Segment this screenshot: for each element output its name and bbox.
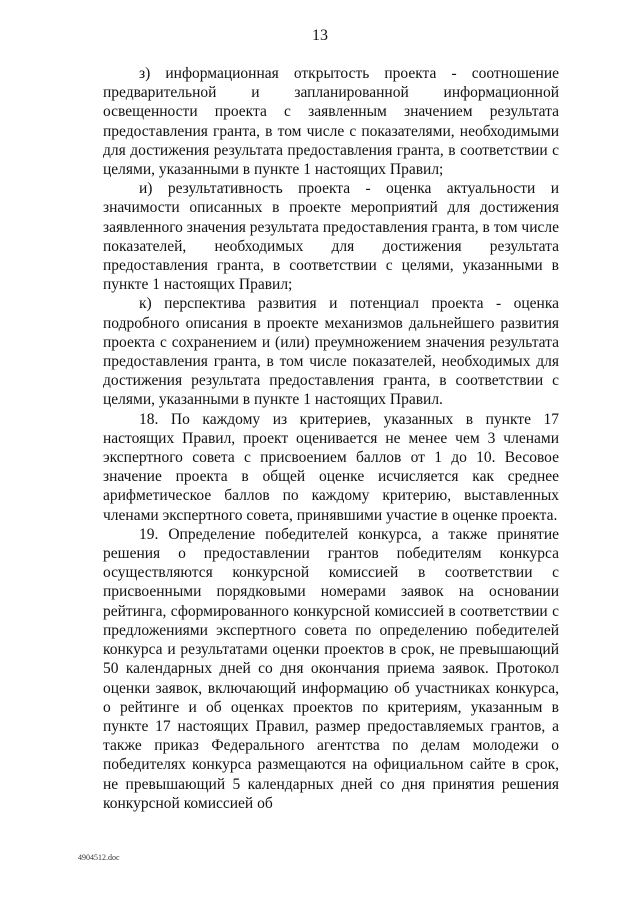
page-number: 13 — [312, 27, 328, 44]
document-body — [103, 64, 559, 813]
paragraph-z-information-openness: з) информационная открытость проекта - соотношение предварительной и запланированной информационной освещенности проекта с заявленным значением результата предоставления гранта, в том числе с показателями, необходимыми для достижения результата предоставления гранта, в соответствии с целями, указанными в пункте 1 настоящих Правил; — [103, 65, 559, 179]
footer-file-code: 4904512.doc — [78, 853, 120, 862]
paragraph-18-evaluation: 18. По каждому из критериев, указанных в пункте 17 настоящих Правил, проект оценивается не менее чем 3 членами экспертного совета с присвоением баллов от 1 до 10. Весовое значение проекта в общей оценке исчисляется как среднее арифметическое баллов по каждому критерию, выставленных членами экспертного совета, принявшими участие в оценке проекта. — [103, 410, 559, 524]
paragraph-19-winners: 19. Определение победителей конкурса, а также принятие решения о предоставлении грантов победителям конкурса осуществляются конкурсной комиссией в соответствии с присвоенными порядковыми номерами заявок на основании рейтинга, сформированного конкурсной комиссией в соответствии с предложениями экспертного совета по определению победителей конкурса и результатами оценки проектов в срок, не превышающий 50 календарных дней со дня окончания приема заявок. Протокол оценки заявок, включающий информацию об участниках конкурса, о рейтинге и об оценках проектов по критериям, указанным в пункте 17 настоящих Правил, размер предоставляемых грантов, а также приказ Федерального агентства по делам молодежи о победителях конкурса размещаются на официальном сайте в срок, не превышающий 5 календарных дней со дня принятия решения конкурсной комиссией об — [103, 525, 559, 812]
paragraph-i-project-effectiveness: и) результативность проекта - оценка актуальности и значимости описанных в проекте мероприятий для достижения заявленного значения результата предоставления гранта, в том числе показателей, необходимых для достижения результата предоставления гранта, в соответствии с целями, указанными в пункте 1 настоящих Правил; — [103, 180, 559, 294]
paragraph-k-development-prospects: к) перспектива развития и потенциал проекта - оценка подробного описания в проекте механизмов дальнейшего развития проекта с сохранением и (или) преумножением значения результата предоставления гранта, в том числе показателей, необходимых для достижения результата предоставления гранта, в соответствии с целями, указанными в пункте 1 настоящих Правил. — [103, 295, 559, 409]
